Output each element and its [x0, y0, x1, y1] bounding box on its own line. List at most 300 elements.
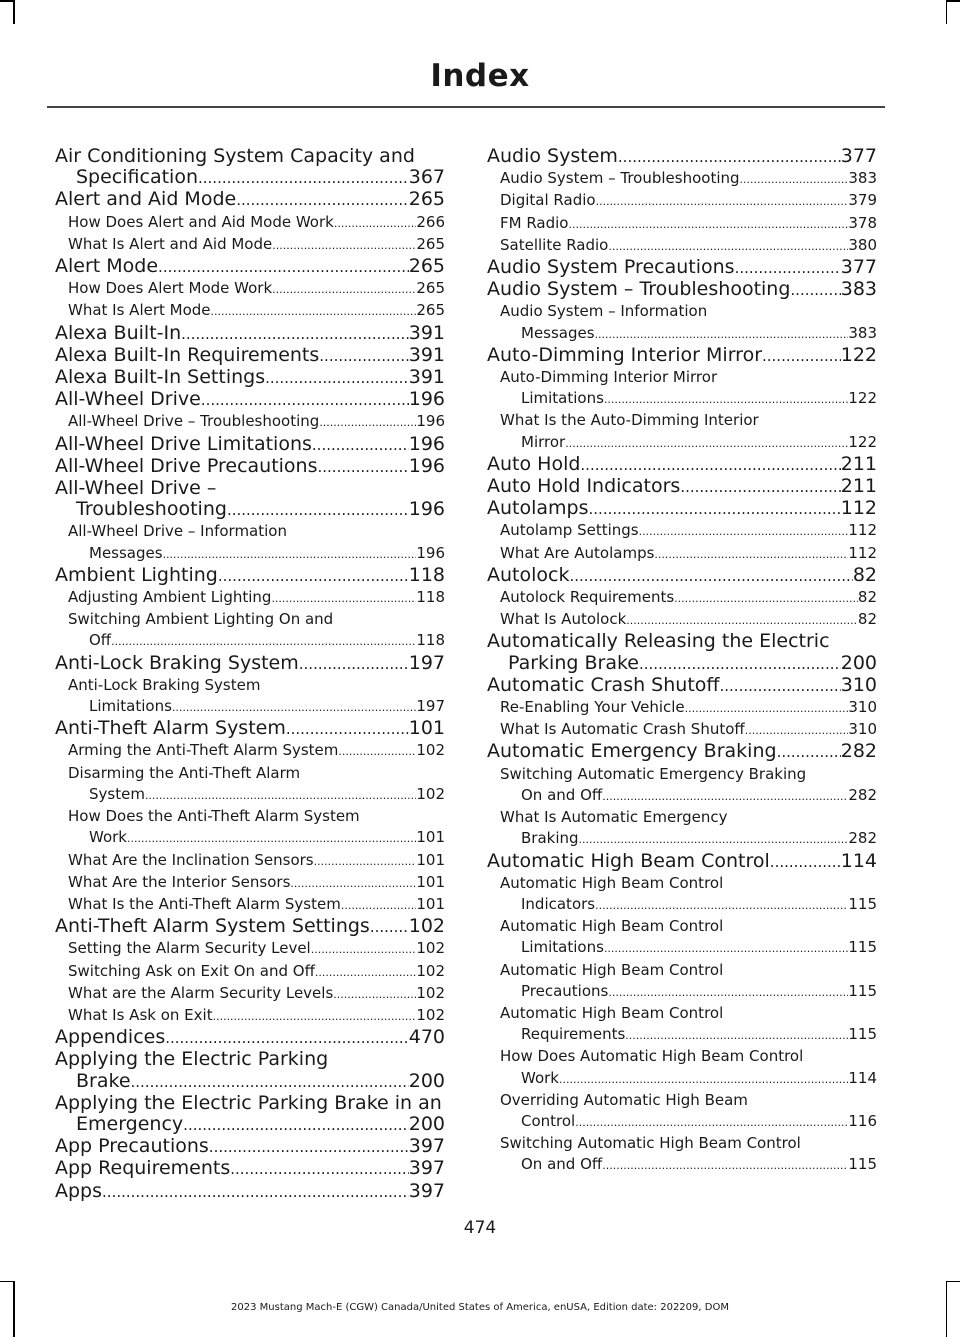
entry-text: Automatic High Beam Control — [500, 917, 724, 936]
entry-text: Control — [521, 1111, 576, 1130]
index-entry[interactable] — [55, 345, 445, 367]
entry-page-number: 114 — [848, 1068, 877, 1087]
dot-leader — [569, 214, 849, 235]
entry-page-number: 211 — [840, 452, 877, 475]
dot-leader — [595, 324, 849, 345]
entry-text: App Requirements — [55, 1157, 231, 1180]
index-subentry[interactable] — [55, 1005, 445, 1027]
index-entry[interactable] — [55, 478, 445, 521]
entry-page-number: 196 — [408, 388, 445, 411]
entry-page-number: 265 — [416, 279, 445, 298]
entry-page-number: 377 — [840, 256, 877, 279]
entry-text: Work — [89, 828, 127, 847]
entry-page-number: 102 — [408, 915, 445, 938]
entry-page-number: 115 — [848, 894, 877, 913]
entry-text: Apps — [55, 1179, 103, 1202]
dot-leader — [102, 1182, 409, 1203]
entry-text: What Is the Auto-Dimming Interior — [500, 411, 759, 430]
dot-leader — [580, 455, 840, 476]
dot-leader — [608, 236, 848, 257]
index-subentry[interactable] — [55, 278, 445, 300]
crop-mark-top-right-vertical — [946, 0, 948, 24]
index-subentry[interactable] — [55, 894, 445, 916]
dot-leader — [602, 786, 848, 807]
entry-text: Autolamps — [487, 497, 589, 520]
index-subentry[interactable] — [55, 609, 445, 652]
entry-page-number: 196 — [408, 454, 445, 477]
entry-text: What Is the Anti-Theft Alarm System — [68, 894, 341, 913]
entry-text: Alert Mode — [55, 255, 159, 278]
index-subentry[interactable] — [55, 212, 445, 234]
index-subentry[interactable] — [487, 587, 877, 609]
index-subentry[interactable] — [487, 367, 877, 410]
index-subentry[interactable] — [55, 411, 445, 433]
index-subentry[interactable] — [55, 806, 445, 849]
index-entry[interactable] — [55, 323, 445, 345]
entry-page-number: 197 — [408, 651, 445, 674]
index-entry[interactable] — [55, 1049, 445, 1092]
dot-leader — [314, 851, 417, 872]
entry-text: What Are the Inclination Sensors — [68, 850, 314, 869]
entry-text: Emergency — [76, 1112, 184, 1135]
entry-page-number: 470 — [408, 1026, 445, 1049]
entry-text: All-Wheel Drive Precautions — [55, 454, 318, 477]
entry-page-number: 380 — [848, 235, 877, 254]
entry-page-number: 310 — [848, 698, 877, 717]
index-entry[interactable] — [55, 1093, 445, 1136]
entry-page-number: 196 — [408, 432, 445, 455]
dot-leader — [341, 895, 417, 916]
crop-mark-bottom-left — [0, 1281, 13, 1283]
index-subentry[interactable] — [487, 609, 877, 631]
entry-text: Auto Hold Indicators — [487, 475, 681, 498]
dot-leader — [299, 654, 409, 675]
entry-page-number: 82 — [857, 610, 877, 629]
entry-page-number: 122 — [848, 389, 877, 408]
entry-page-number: 102 — [416, 961, 445, 980]
dot-leader — [311, 939, 417, 960]
entry-page-number: 118 — [416, 588, 445, 607]
entry-text: Limitations — [521, 389, 604, 408]
index-subentry[interactable] — [487, 873, 877, 916]
entry-page-number: 265 — [408, 255, 445, 278]
entry-page-number: 102 — [416, 1005, 445, 1024]
entry-page-number: 197 — [416, 697, 445, 716]
dot-leader — [227, 500, 409, 521]
index-subentry[interactable] — [487, 1090, 877, 1133]
dot-leader — [639, 521, 849, 542]
entry-text: Audio System Precautions — [487, 256, 735, 279]
dot-leader — [201, 390, 409, 411]
entry-page-number: 112 — [840, 497, 877, 520]
dot-leader — [272, 235, 416, 256]
entry-page-number: 102 — [416, 741, 445, 760]
entry-page-number: 200 — [408, 1112, 445, 1135]
index-subentry[interactable] — [487, 410, 877, 453]
entry-text: Braking — [521, 829, 579, 848]
dot-leader — [740, 169, 849, 190]
index-entry[interactable] — [55, 256, 445, 278]
entry-text: Setting the Alarm Security Level — [68, 939, 311, 958]
entry-text: Auto Hold — [487, 452, 581, 475]
entry-text: Specification — [76, 166, 198, 189]
crop-mark-top-left-vertical — [13, 0, 15, 24]
entry-text: Switching Automatic High Beam Control — [500, 1134, 801, 1153]
index-entry[interactable] — [55, 1027, 445, 1049]
entry-text: Autolamp Settings — [500, 521, 639, 540]
entry-text: Auto-Dimming Interior Mirror — [487, 343, 762, 366]
entry-text: Anti-Lock Braking System — [55, 651, 299, 674]
entry-text: Audio System – Troubleshooting — [487, 278, 791, 301]
entry-text: FM Radio — [500, 213, 569, 232]
dot-leader — [575, 1112, 848, 1133]
index-subentry[interactable] — [487, 1133, 877, 1176]
dot-leader — [674, 588, 858, 609]
entry-text: All-Wheel Drive – Information — [68, 522, 287, 541]
dot-leader — [604, 389, 848, 410]
dot-leader — [626, 610, 858, 631]
entry-text: Disarming the Anti-Theft Alarm — [68, 763, 301, 782]
crop-mark-top-right — [947, 0, 960, 2]
index-entry[interactable] — [55, 1136, 445, 1158]
crop-mark-top-left — [0, 0, 13, 2]
entry-page-number: 200 — [408, 1069, 445, 1092]
dot-leader — [271, 588, 416, 609]
entry-text: App Precautions — [55, 1135, 209, 1158]
entry-text: Satellite Radio — [500, 235, 609, 254]
index-entry[interactable] — [487, 257, 877, 279]
entry-text: What Is Ask on Exit — [68, 1005, 213, 1024]
index-column-left — [55, 146, 445, 1203]
entry-text: Applying the Electric Parking Brake in an — [55, 1091, 442, 1114]
entry-text: Alert and Aid Mode — [55, 188, 237, 211]
entry-page-number: 115 — [848, 1155, 877, 1174]
entry-text: What Are Autolamps — [500, 543, 655, 562]
dot-leader — [236, 190, 409, 211]
entry-page-number: 82 — [852, 563, 877, 586]
index-subentry[interactable] — [55, 740, 445, 762]
index-entry[interactable] — [487, 741, 877, 763]
index-subentry[interactable] — [55, 675, 445, 718]
dot-leader — [604, 938, 848, 959]
entry-text: What Is Automatic Emergency — [500, 808, 728, 827]
entry-text: Overriding Automatic High Beam — [500, 1090, 748, 1109]
index-subentry[interactable] — [487, 719, 877, 741]
dot-leader — [777, 742, 841, 763]
index-entry[interactable] — [487, 345, 877, 367]
dot-leader — [680, 477, 840, 498]
entry-text: Air Conditioning System Capacity and — [55, 145, 415, 167]
entry-page-number: 397 — [408, 1157, 445, 1180]
entry-text: System — [89, 784, 145, 803]
dot-leader — [735, 258, 841, 279]
entry-text: Audio System – Information — [500, 302, 708, 321]
entry-text: Automatic Crash Shutoff — [487, 673, 720, 696]
dot-leader — [230, 1159, 408, 1180]
index-subentry[interactable] — [487, 807, 877, 850]
dot-leader — [145, 785, 416, 806]
entry-page-number: 101 — [416, 894, 445, 913]
entry-text: Alexa Built-In Settings — [55, 366, 266, 389]
entry-page-number: 118 — [408, 563, 445, 586]
dot-leader — [720, 676, 841, 697]
entry-text: Auto-Dimming Interior Mirror — [500, 368, 718, 387]
dot-leader — [333, 984, 416, 1005]
entry-text: Messages — [89, 543, 163, 562]
entry-text: Brake — [76, 1069, 131, 1092]
entry-text: Anti-Theft Alarm System Settings — [55, 915, 370, 938]
dot-leader — [569, 566, 852, 587]
entry-page-number: 112 — [848, 543, 877, 562]
dot-leader — [338, 741, 416, 762]
index-entry[interactable] — [55, 565, 445, 587]
index-entry[interactable] — [487, 454, 877, 476]
index-subentry[interactable] — [55, 850, 445, 872]
index-entry[interactable] — [487, 565, 877, 587]
index-entry[interactable] — [55, 146, 445, 189]
index-subentry[interactable] — [487, 168, 877, 190]
index-subentry[interactable] — [487, 190, 877, 212]
index-entry[interactable] — [55, 434, 445, 456]
entry-text: All-Wheel Drive – — [55, 477, 217, 500]
dot-leader — [745, 720, 849, 741]
dot-leader — [639, 654, 841, 675]
entry-text: Precautions — [521, 981, 609, 1000]
dot-leader — [589, 499, 841, 520]
entry-text: How Does Alert Mode Work — [68, 279, 273, 298]
index-subentry[interactable] — [55, 961, 445, 983]
entry-page-number: 378 — [848, 213, 877, 232]
entry-page-number: 282 — [840, 740, 877, 763]
entry-text: What Are the Interior Sensors — [68, 872, 291, 891]
entry-page-number: 112 — [848, 521, 877, 540]
entry-text: Mirror — [521, 432, 566, 451]
dot-leader — [319, 412, 416, 433]
dot-leader — [565, 433, 848, 454]
index-entry[interactable] — [55, 367, 445, 389]
index-subentry[interactable] — [487, 916, 877, 959]
dot-leader — [579, 829, 849, 850]
index-subentry[interactable] — [487, 213, 877, 235]
index-subentry[interactable] — [487, 697, 877, 719]
index-subentry[interactable] — [55, 234, 445, 256]
entry-text: How Does Automatic High Beam Control — [500, 1047, 804, 1066]
index-entry[interactable] — [487, 279, 877, 301]
entry-page-number: 101 — [416, 850, 445, 869]
header-divider — [47, 106, 885, 108]
index-subentry[interactable] — [487, 764, 877, 807]
entry-page-number: 282 — [848, 829, 877, 848]
index-subentry[interactable] — [487, 1046, 877, 1089]
index-column-right — [487, 146, 877, 1177]
index-entry[interactable] — [55, 1158, 445, 1180]
dot-leader — [198, 168, 409, 189]
entry-text: Anti-Lock Braking System — [68, 675, 261, 694]
index-subentry[interactable] — [55, 587, 445, 609]
dot-leader — [370, 917, 409, 938]
entry-page-number: 211 — [840, 475, 877, 498]
index-subentry[interactable] — [55, 763, 445, 806]
entry-text: Autolock — [487, 563, 570, 586]
index-entry[interactable] — [55, 389, 445, 411]
entry-text: Autolock Requirements — [500, 588, 675, 607]
index-subentry[interactable] — [55, 983, 445, 1005]
index-subentry[interactable] — [55, 938, 445, 960]
footer-edition-info: 2023 Mustang Mach-E (CGW) Canada/United States of America, enUSA, Edition date: 202209, DOM — [231, 1302, 729, 1313]
entry-page-number: 383 — [848, 169, 877, 188]
index-entry[interactable] — [487, 675, 877, 697]
entry-page-number: 118 — [416, 631, 445, 650]
dot-leader — [318, 457, 409, 478]
dot-leader — [213, 1006, 417, 1027]
entry-page-number: 391 — [408, 321, 445, 344]
entry-page-number: 101 — [416, 828, 445, 847]
index-subentry[interactable] — [55, 521, 445, 564]
entry-text: What Is Alert Mode — [68, 301, 211, 320]
entry-page-number: 310 — [848, 720, 877, 739]
dot-leader — [111, 631, 416, 652]
entry-text: Ambient Lighting — [55, 563, 218, 586]
dot-leader — [608, 982, 848, 1003]
dot-leader — [315, 962, 416, 983]
dot-leader — [127, 828, 416, 849]
entry-page-number: 196 — [416, 412, 445, 431]
dot-leader — [618, 147, 841, 168]
entry-page-number: 391 — [408, 343, 445, 366]
index-entry[interactable] — [487, 476, 877, 498]
index-subentry[interactable] — [487, 301, 877, 344]
index-entry[interactable] — [55, 916, 445, 938]
entry-page-number: 102 — [416, 983, 445, 1002]
entry-text: All-Wheel Drive – Troubleshooting — [68, 412, 320, 431]
entry-text: Alexa Built-In Requirements — [55, 343, 320, 366]
index-subentry[interactable] — [487, 235, 877, 257]
dot-leader — [158, 257, 409, 278]
entry-text: Work — [521, 1068, 559, 1087]
page-number: 474 — [463, 1218, 497, 1238]
entry-page-number: 102 — [416, 939, 445, 958]
entry-page-number: 196 — [416, 543, 445, 562]
dot-leader — [312, 435, 409, 456]
entry-text: Re-Enabling Your Vehicle — [500, 698, 685, 717]
dot-leader — [218, 566, 409, 587]
entry-page-number: 101 — [416, 872, 445, 891]
entry-text: Arming the Anti-Theft Alarm System — [68, 741, 339, 760]
entry-text: How Does Alert and Aid Mode Work — [68, 212, 334, 231]
index-entry[interactable] — [55, 189, 445, 211]
dot-leader — [685, 698, 849, 719]
dot-leader — [625, 1025, 848, 1046]
entry-text: Parking Brake — [508, 651, 639, 674]
entry-page-number: 377 — [840, 145, 877, 167]
entry-page-number: 102 — [416, 784, 445, 803]
entry-text: Switching Automatic Emergency Braking — [500, 764, 807, 783]
entry-text: Messages — [521, 323, 595, 342]
dot-leader — [172, 697, 416, 718]
entry-page-number: 115 — [848, 938, 877, 957]
entry-page-number: 310 — [840, 673, 877, 696]
entry-page-number: 196 — [408, 498, 445, 521]
entry-text: Automatic High Beam Control — [500, 873, 724, 892]
index-entry[interactable] — [487, 146, 877, 168]
index-entry[interactable] — [487, 498, 877, 520]
entry-text: Requirements — [521, 1025, 626, 1044]
index-entry[interactable] — [55, 718, 445, 740]
dot-leader — [165, 1028, 409, 1049]
entry-page-number: 265 — [416, 301, 445, 320]
entry-text: Automatic High Beam Control — [500, 1003, 724, 1022]
entry-text: Troubleshooting — [76, 498, 227, 521]
dot-leader — [559, 1069, 848, 1090]
entry-text: Switching Ambient Lighting On and — [68, 610, 334, 629]
dot-leader — [131, 1072, 409, 1093]
entry-text: Digital Radio — [500, 191, 596, 210]
dot-leader — [595, 895, 848, 916]
entry-text: Alexa Built-In — [55, 321, 182, 344]
index-subentry[interactable] — [55, 872, 445, 894]
dot-leader — [211, 301, 417, 322]
dot-leader — [265, 368, 409, 389]
entry-page-number: 383 — [848, 323, 877, 342]
entry-page-number: 200 — [840, 651, 877, 674]
entry-page-number: 82 — [857, 588, 877, 607]
index-subentry[interactable] — [487, 960, 877, 1003]
entry-text: What are the Alarm Security Levels — [68, 983, 334, 1002]
entry-text: Audio System – Troubleshooting — [500, 169, 740, 188]
dot-leader — [790, 280, 840, 301]
entry-text: Automatic Emergency Braking — [487, 740, 777, 763]
entry-page-number: 266 — [416, 212, 445, 231]
index-entry[interactable] — [55, 456, 445, 478]
entry-page-number: 265 — [416, 234, 445, 253]
entry-text: Adjusting Ambient Lighting — [68, 588, 272, 607]
index-entry[interactable] — [487, 851, 877, 873]
entry-text: Automatic High Beam Control — [487, 849, 770, 872]
dot-leader — [272, 279, 416, 300]
entry-text: Appendices — [55, 1026, 166, 1049]
dot-leader — [602, 1155, 848, 1176]
entry-text: All-Wheel Drive — [55, 388, 201, 411]
entry-text: Switching Ask on Exit On and Off — [68, 961, 315, 980]
entry-text: Limitations — [89, 697, 172, 716]
dot-leader — [209, 1137, 409, 1158]
index-entry[interactable] — [55, 1181, 445, 1203]
index-subentry[interactable] — [487, 1003, 877, 1046]
dot-leader — [163, 544, 417, 565]
entry-page-number: 379 — [848, 191, 877, 210]
entry-page-number: 122 — [840, 343, 877, 366]
entry-page-number: 397 — [408, 1179, 445, 1202]
index-subentry[interactable] — [55, 300, 445, 322]
dot-leader — [319, 346, 408, 367]
entry-page-number: 114 — [840, 849, 877, 872]
entry-text: What Is Alert and Aid Mode — [68, 234, 273, 253]
index-entry[interactable] — [487, 631, 877, 674]
index-subentry[interactable] — [487, 520, 877, 542]
entry-page-number: 115 — [848, 1025, 877, 1044]
entry-text: What Is Automatic Crash Shutoff — [500, 720, 745, 739]
index-subentry[interactable] — [487, 543, 877, 565]
dot-leader — [334, 213, 417, 234]
dot-leader — [290, 873, 416, 894]
entry-text: All-Wheel Drive Limitations — [55, 432, 312, 455]
page-title: Index — [430, 58, 530, 94]
index-entry[interactable] — [55, 653, 445, 675]
dot-leader — [183, 1115, 409, 1136]
entry-text: Indicators — [521, 894, 596, 913]
entry-text: Automatically Releasing the Electric — [487, 630, 830, 653]
dot-leader — [181, 324, 409, 345]
